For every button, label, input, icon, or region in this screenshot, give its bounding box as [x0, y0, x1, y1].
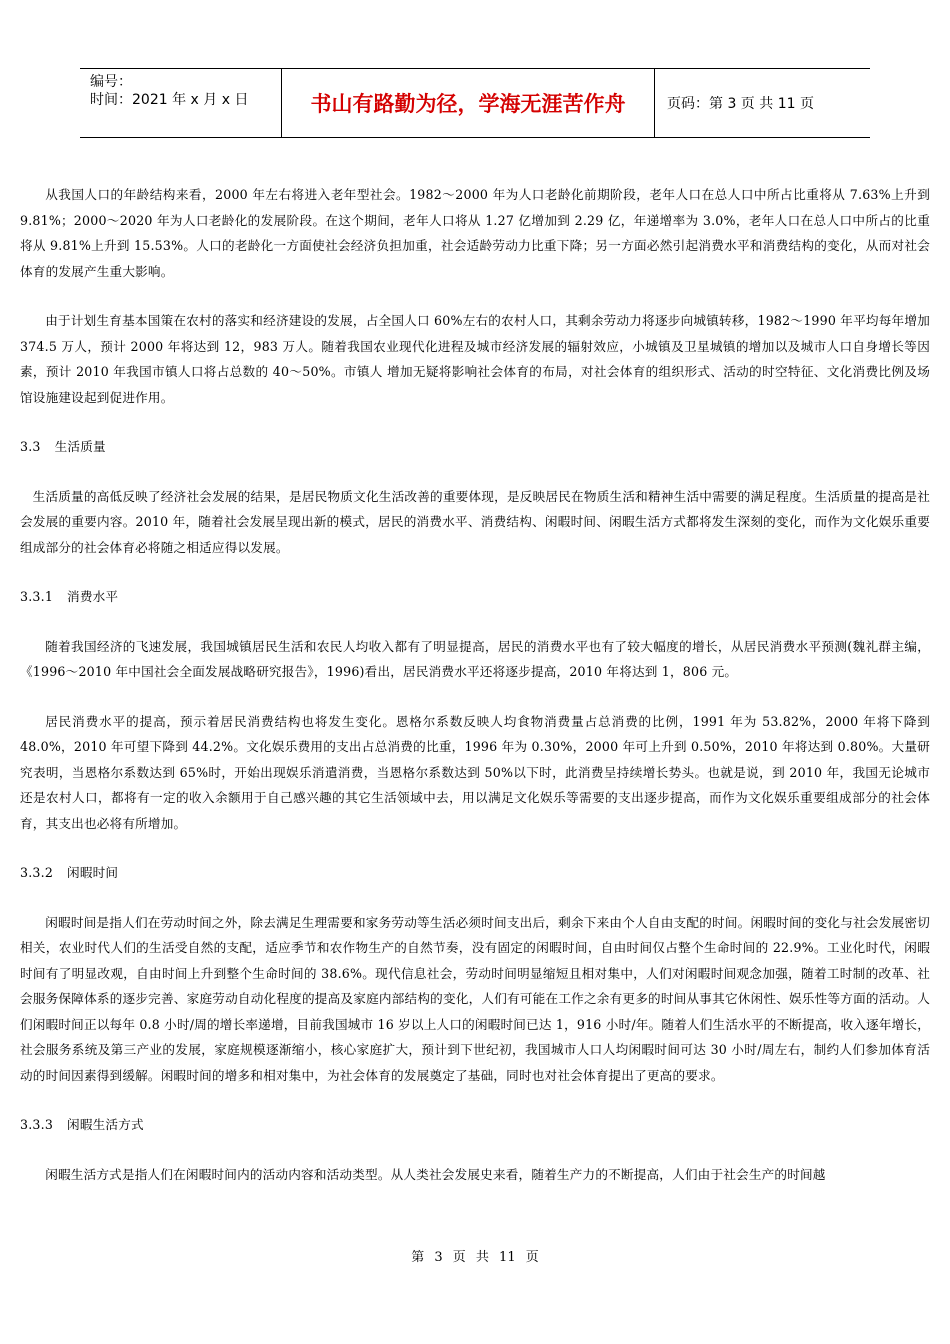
section-heading-3-3: [20, 434, 930, 460]
paragraph-life-quality: 生活质量的高低反映了经济社会发展的结果，是居民物质文化生活改善的重要体现，是反映居民在物质生活和精神生活中需要的满足程度。生活质量的提高是社会发展的重要内容。2010 年，随着社会发展呈现出新的模式，居民的消费水平、消费结构、闲暇时间、闲暇生活方式都将发生深刻的变化，而作为文化娱乐重要组成部分的社会体育必将随之相适应得以发展。: [20, 488, 930, 555]
section-heading-3-3-1: [20, 584, 930, 610]
section-title: 闲暇时间: [67, 865, 119, 880]
paragraph-leisure-time: 闲暇时间是指人们在劳动时间之外，除去满足生理需要和家务劳动等生活必须时间支出后，剩余下来由个人自由支配的时间。闲暇时间的变化与社会发展密切相关，农业时代人们的生活受自然的支配，适应季节和农作物生产的自然节奏，没有固定的闲暇时间，自由时间仅占整个生命时间的 22.9%。工业化时代，闲暇时间有了明显改观，自由时间上升到整个生命时间的 38.6%。现代信息社会，劳动时间明显缩短且相对集中，人们对闲暇时间观念加强，随着工时制的改革、社会服务保障体系的逐步完善、家庭劳动自动化程度的提高及家庭内部结构的变化，人们有可能在工作之余有更多的时间从事其它休闲性、娱乐性等方面的活动。人们闲暇时间正以每年 0.8 小时/周的增长率递增，目前我国城市 16 岁以上人口的闲暇时间已达 1，916 小时/年。随着人们生活水平的不断提高，收入逐年增长，社会服务系统及第三产业的发展，家庭规模逐渐缩小，核心家庭扩大，预计到下世纪初，我国城市人口人均闲暇时间可达 30 小时/周左右，制约人们参加体育活动的时间因素得到缓解。闲暇时间的增多和相对集中，为社会体育的发展奠定了基础，同时也对社会体育提出了更高的要求。: [20, 914, 931, 1083]
paragraph-consumption-structure: 居民消费水平的提高，预示着居民消费结构也将发生变化。恩格尔系数反映人均食物消费量占总消费的比例，1991 年为 53.82%，2000 年将下降到 48.0%，2010 年可望下降到 44.2%。文化娱乐费用的支出占总消费的比重，1996 年为 0.30%，2000 年可上升到 0.50%，2010 年将达到 0.80%。大量研究表明，当恩格尔系数达到 65%时，开始出现娱乐消遣消费，当恩格尔系数达到 50%以下时，此消费呈持续增长势头。也就是说，到 2010 年，我国无论城市还是农村人口，都将有一定的收入余额用于自己感兴趣的其它生活领域中去，用以满足文化娱乐等需要的支出逐步提高，而作为文化娱乐重要组成部分的社会体育，其支出也必将有所增加。: [20, 713, 930, 831]
section-number: 3.3.1: [20, 589, 54, 604]
document-body: [20, 182, 930, 1187]
section-number: 3.3.3: [20, 1117, 54, 1132]
paragraph-consumption-level: 随着我国经济的飞速发展，我国城镇居民生活和农民人均收入都有了明显提高，居民的消费水平也有了较大幅度的增长，从居民消费水平预测(魏礼群主编，《1996～2010 年中国社会全面发展战略研究报告》，1996)看出，居民消费水平还将逐步提高，2010 年将达到 1，806 元。: [20, 638, 930, 679]
paragraph-aging: 从我国人口的年龄结构来看，2000 年左右将进入老年型社会。1982～2000 年为人口老龄化前期阶段，老年人口在总人口中所占比重将从 7.63%上升到 9.81%；2000～2020 年为人口老龄化的发展阶段。在这个期间，老年人口将从 1.27 亿增加到 2.29 亿，年递增率为 3.0%，老年人口在总人口中所占的比重将从 9.81%上升到 15.53%。人口的老龄化一方面使社会经济负担加重，社会适龄劳动力比重下降；另一方面必然引起消费水平和消费结构的变化，从而对社会体育的发展产生重大影响。: [20, 187, 930, 279]
paragraph-leisure-lifestyle: 闲暇生活方式是指人们在闲暇时间内的活动内容和活动类型。从人类社会发展史来看，随着生产力的不断提高，人们由于社会生产的时间越: [45, 1166, 826, 1182]
section-number: 3.3.2: [20, 865, 54, 880]
header-page-number: 页码：第 3 页 共 11 页: [667, 96, 814, 112]
section-heading-3-3-3: [20, 1112, 930, 1138]
section-title: 闲暇生活方式: [67, 1117, 144, 1132]
header-meta: [80, 69, 282, 137]
section-title: 生活质量: [54, 439, 106, 454]
page-header: [80, 68, 870, 138]
section-number: 3.3: [20, 439, 41, 454]
header-motto: 书山有路勤为径，学海无涯苦作舟: [282, 69, 655, 137]
doc-date: 时间：2021 年 x 月 x 日: [90, 92, 249, 108]
section-heading-3-3-2: [20, 860, 930, 886]
section-title: 消费水平: [67, 589, 119, 604]
paragraph-urbanization: 由于计划生育基本国策在农村的落实和经济建设的发展，占全国人口 60%左右的农村人口，其剩余劳动力将逐步向城镇转移，1982～1990 年平均每年增加 374.5 万人，预计 2000 年将达到 12，983 万人。随着我国农业现代化进程及城市经济发展的辐射效应，小城镇及卫星城镇的增加以及城市人口自身增长等因素，预计 2010 年我国市镇人口将占总数的 40～50%。市镇人 增加无疑将影响社会体育的布局，对社会体育的组织形式、活动的时空特征、文化消费比例及场馆设施建设起到促进作用。: [20, 313, 930, 405]
page-footer: 第 3 页 共 11 页: [411, 1250, 539, 1265]
doc-code-label: 编号：: [90, 74, 132, 90]
